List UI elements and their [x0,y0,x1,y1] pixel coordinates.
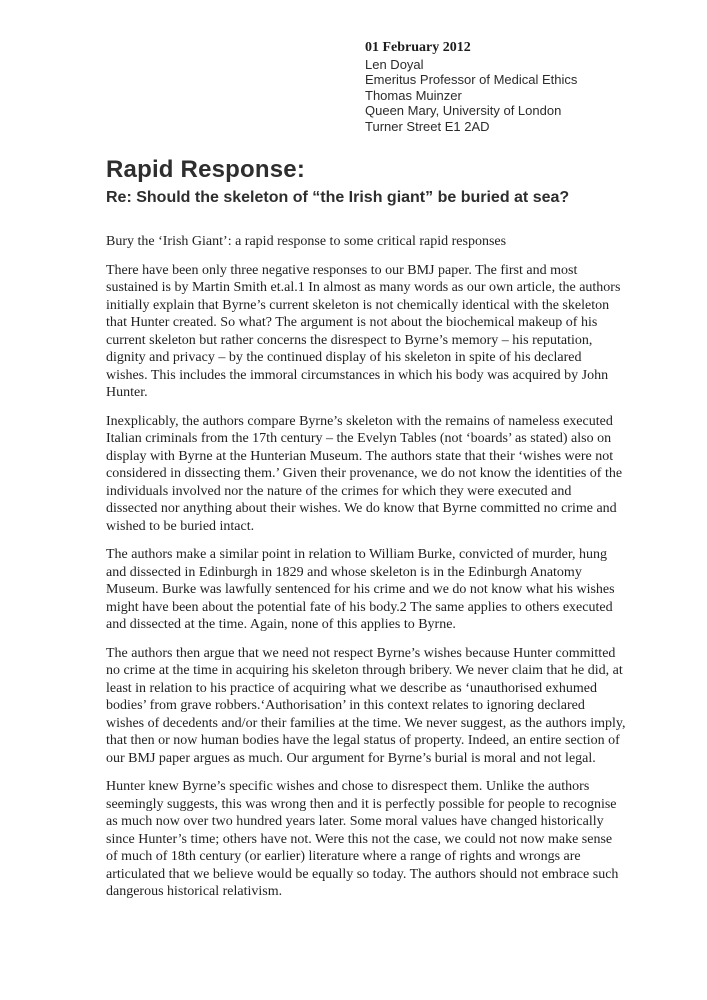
body-paragraph-5: Hunter knew Byrne’s specific wishes and chose to disrespect them. Unlike the authors seemingly suggests, this was wrong then and it is perfectly possible for people to recognise as much now over two hundred years later. Some moral values have changed historically since Hunter’s time; others have not. Were this not the case, we could not now make sense of much of 18th century (or earlier) literature where a range of rights and wrongs are articulated that we believe would be equally so today. The authors should not embrace such dangerous historical relativism. [106,779,619,899]
sender-title: Emeritus Professor of Medical Ethics [365,72,578,87]
body-paragraph-3: The authors make a similar point in relation to William Burke, convicted of murder, hung and dissected in Edinburgh in 1829 and whose skeleton is in the Edinburgh Anatomy Museum. Burke was lawfully sentenced for his crime and we do not know what his wishes might have been about the potential fate of his body.2 The same applies to others executed and dissected at the time. Again, none of this applies to Byrne. [106,547,615,632]
page-title: Rapid Response: [106,156,306,183]
sender-name: Len Doyal [365,56,424,72]
body-paragraph-4: The authors then argue that we need not respect Byrne’s wishes because Hunter committed no crime at the time in acquiring his skeleton through bribery. We never claim that he did, at least in relation to his practice of acquiring what we describe as ‘unauthorised exhumed bodies’ from grave robbers.‘Authorisation’ in this context relates to ignoring declared wishes of decedents and/or their families at the time. We never suggest, as the authors imply, that then or now human bodies have the legal status of property. Indeed, an entire section of our BMJ paper argues as much. Our argument for Byrne’s burial is moral and not legal. [106,645,626,766]
sender-name-2: Thomas Muinzer [365,87,462,103]
letter-body [106,233,626,912]
body-intro-line: Bury the ‘Irish Giant’: a rapid response to some critical rapid responses [106,234,507,249]
body-paragraph-2: Inexplicably, the authors compare Byrne’s skeleton with the remains of nameless executed Italian criminals from the 17th century – the Evelyn Tables (not ‘boards’ as stated) also on display with Byrne at the Hunterian Museum. The authors state that their ‘wishes were not considered in dissecting them.’ Given their provenance, we do not know the identities of the individuals involved nor the nature of the crimes for which they were executed and dissected nor anything about their wishes. We do know that Byrne committed no crime and wished to be buried intact. [106,413,623,534]
sender-address-block [365,40,577,134]
sender-institution: Queen Mary, University of London [365,103,562,118]
title-block [106,156,646,207]
body-paragraph-1: There have been only three negative responses to our BMJ paper. The first and most sustained is by Martin Smith et.al.1 In almost as many words as our own article, the authors initially explain that Byrne’s current skeleton is not chemically identical with the skeleton that Hunter created. So what? The argument is not about the biochemical makeup of his current skeleton but rather concerns the disrespect to Byrne’s memory – his reputation, dignity and privacy – by the continued display of his skeleton in spite of his declared wishes. This includes the immoral circumstances in which his body was acquired by John Hunter. [106,262,621,400]
sender-street: Turner Street E1 2AD [365,118,490,134]
page-subtitle: Re: Should the skeleton of “the Irish giant” be buried at sea? [106,189,570,206]
letter-date: 01 February 2012 [365,40,471,55]
